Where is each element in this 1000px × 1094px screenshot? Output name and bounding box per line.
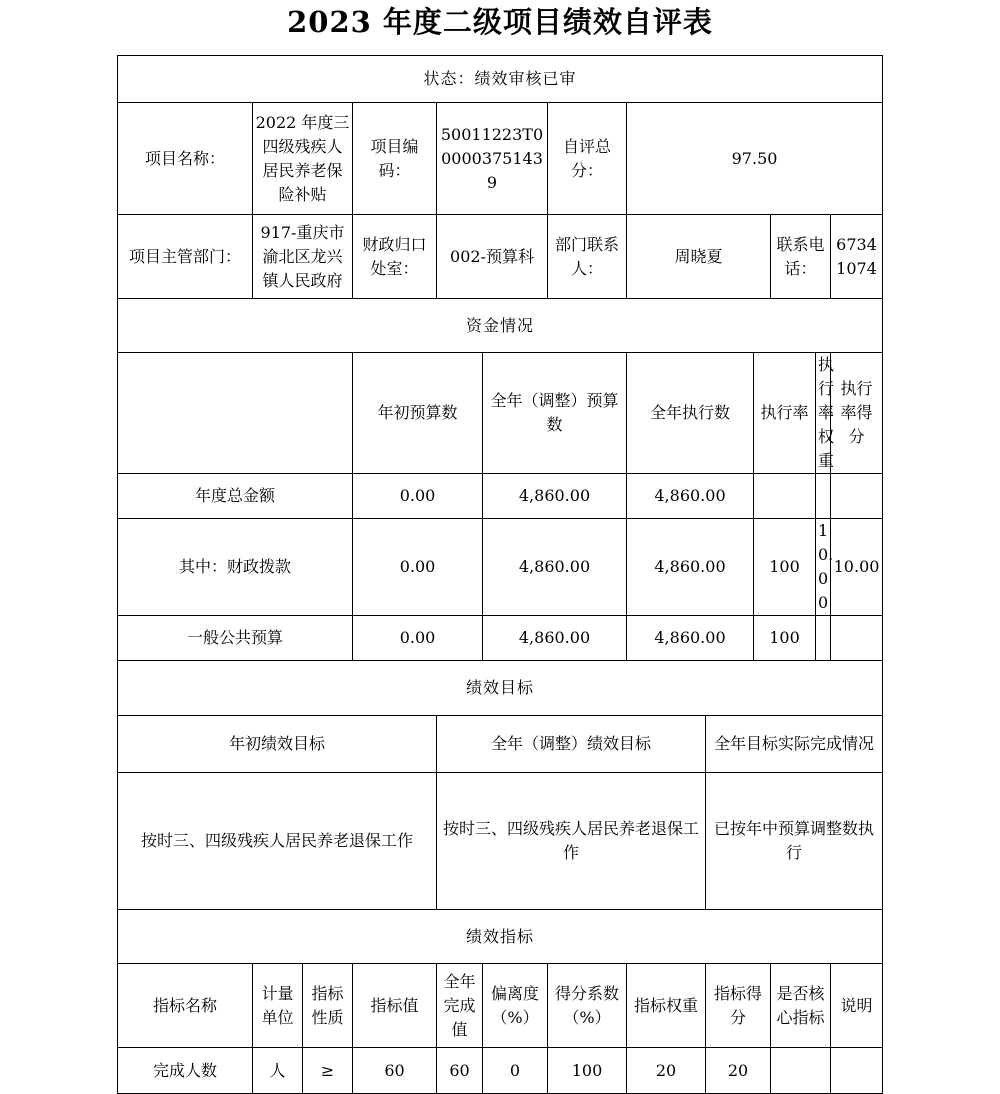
indicator-cell [771,1048,831,1094]
funds-cell: 0.00 [353,519,483,616]
indicator-header-cell: 指标权重 [627,964,706,1048]
funds-cell: 4,860.00 [627,519,754,616]
funds-cell: 4,860.00 [483,616,627,661]
indicator-cell: 100 [548,1048,627,1094]
funds-cell: 一般公共预算 [118,616,353,661]
funds-cell: 其中：财政拨款 [118,519,353,616]
funds-header-cell: 执行率 [754,353,816,474]
indicator-header-cell: 指标得分 [706,964,771,1048]
funds-cell [831,616,883,661]
finance-office-label: 财政归口处室： [353,215,437,299]
funds-cell: 4,860.00 [627,616,754,661]
indicator-cell: 20 [627,1048,706,1094]
project-code-value: 50011223T000003751439 [437,103,548,215]
project-name-value: 2022 年度三四级残疾人居民养老保险补贴 [253,103,353,215]
indicators-section-title: 绩效指标 [118,910,883,964]
indicator-cell: 完成人数 [118,1048,253,1094]
funds-cell: 10.00 [831,519,883,616]
goal-adjusted-value: 按时三、四级残疾人居民养老退保工作 [437,773,706,910]
funds-cell: 100 [754,616,816,661]
status-text: 状态：绩效审核已审 [118,56,883,103]
indicator-cell: 60 [437,1048,483,1094]
department-value: 917-重庆市渝北区龙兴镇人民政府 [253,215,353,299]
funds-cell: 0.00 [353,474,483,519]
table-row [118,616,883,661]
project-name-label: 项目名称： [118,103,253,215]
funds-cell: 100 [754,519,816,616]
funds-cell: 年度总金额 [118,474,353,519]
funds-cell [754,474,816,519]
funds-header-cell: 全年（调整）预算数 [483,353,627,474]
funds-header-cell [118,353,353,474]
funds-header-cell: 执行率得分 [831,353,883,474]
indicator-cell: 人 [253,1048,303,1094]
self-score-label: 自评总分： [548,103,627,215]
indicator-cell: ≥ [303,1048,353,1094]
goals-header-actual: 全年目标实际完成情况 [706,716,883,773]
funds-cell: 4,860.00 [483,474,627,519]
funds-cell: 4,860.00 [483,519,627,616]
indicator-header-cell: 偏离度（%） [483,964,548,1048]
funds-section-title: 资金情况 [118,299,883,353]
indicator-cell: 60 [353,1048,437,1094]
indicator-cell: 20 [706,1048,771,1094]
funds-cell [816,474,831,519]
indicator-header-cell: 得分系数（%） [548,964,627,1048]
indicator-cell [831,1048,883,1094]
page-title: 2023 年度二级项目绩效自评表 [287,5,713,39]
table-row [118,474,883,519]
indicator-header-cell: 指标性质 [303,964,353,1048]
funds-header-cell: 执行率权重 [816,353,831,474]
department-label: 项目主管部门： [118,215,253,299]
phone-value: 67341074 [831,215,883,299]
evaluation-table [117,55,883,1094]
indicator-header-cell: 指标名称 [118,964,253,1048]
goals-header-adjusted: 全年（调整）绩效目标 [437,716,706,773]
indicator-cell: 0 [483,1048,548,1094]
self-score-value: 97.50 [627,103,883,215]
finance-office-value: 002-预算科 [437,215,548,299]
indicator-header-cell: 全年完成值 [437,964,483,1048]
table-row [118,1048,883,1094]
funds-cell: 0.00 [353,616,483,661]
goals-section-title: 绩效目标 [118,661,883,716]
project-code-label: 项目编码： [353,103,437,215]
indicator-header-cell: 说明 [831,964,883,1048]
table-row [118,519,883,616]
phone-label: 联系电话： [771,215,831,299]
goals-header-initial: 年初绩效目标 [118,716,437,773]
funds-cell [816,616,831,661]
indicator-header-cell: 指标值 [353,964,437,1048]
funds-cell: 10.00 [816,519,831,616]
indicator-header-cell: 计量单位 [253,964,303,1048]
goal-initial-value: 按时三、四级残疾人居民养老退保工作 [118,773,437,910]
funds-cell: 4,860.00 [627,474,754,519]
goal-actual-value: 已按年中预算调整数执行 [706,773,883,910]
funds-header-cell: 全年执行数 [627,353,754,474]
funds-header-cell: 年初预算数 [353,353,483,474]
contact-person-value: 周晓夏 [627,215,771,299]
indicator-header-cell: 是否核心指标 [771,964,831,1048]
funds-cell [831,474,883,519]
contact-person-label: 部门联系人： [548,215,627,299]
